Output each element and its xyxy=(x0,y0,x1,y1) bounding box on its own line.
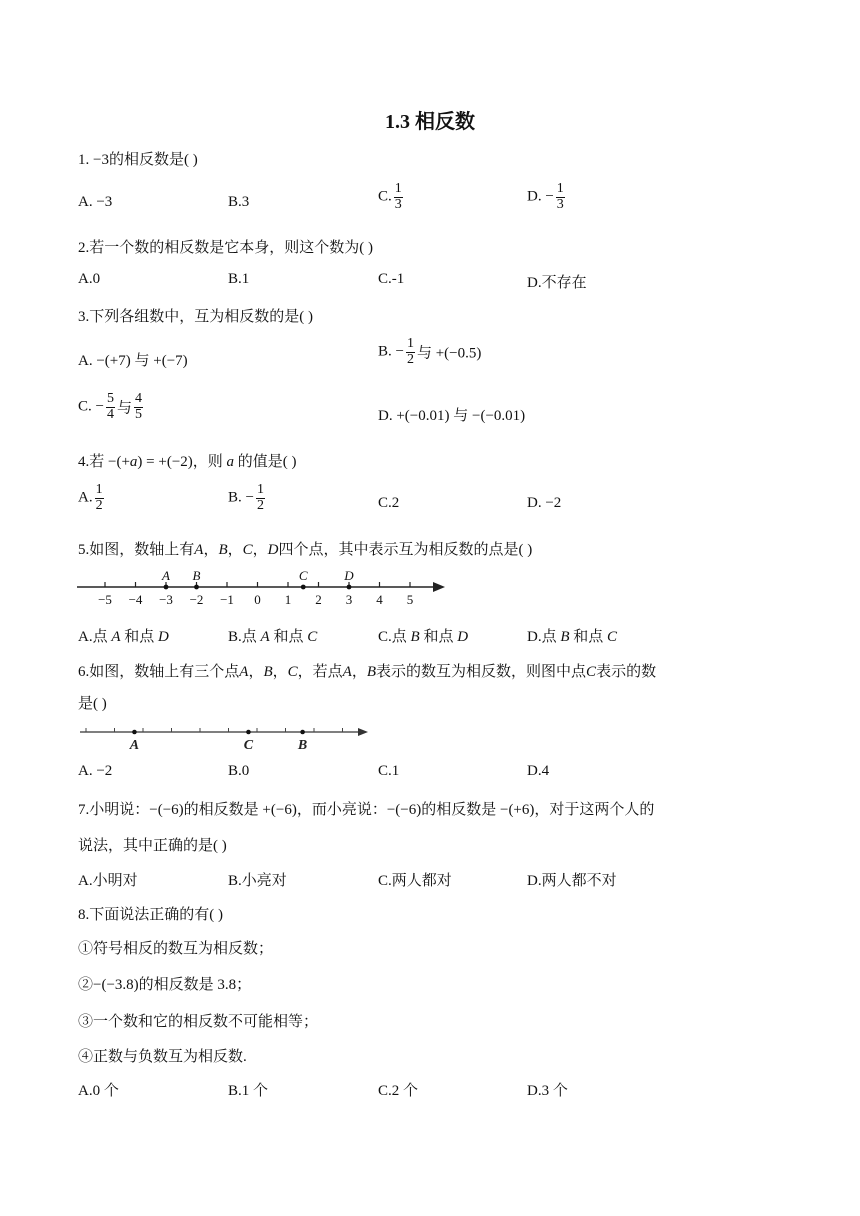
numerator: 4 xyxy=(134,391,142,406)
tick-label: −1 xyxy=(220,592,234,607)
point-marker xyxy=(164,585,169,590)
q5-option-d xyxy=(527,625,617,646)
point-label: B xyxy=(366,664,377,680)
opt-part: 和点 xyxy=(423,629,454,645)
q8-option-a: A.0 个 xyxy=(78,1083,119,1099)
q6-option-c: C.1 xyxy=(378,763,400,779)
variable-a: a xyxy=(129,454,138,470)
point-label: D xyxy=(457,629,469,645)
denominator: 3 xyxy=(556,196,564,212)
q1-option-c xyxy=(378,182,405,212)
q4-stem-part: ) = +(−2)，则 xyxy=(137,454,223,470)
point-label: B xyxy=(263,664,273,680)
q4-option-c: C.2 xyxy=(378,495,400,511)
denominator: 2 xyxy=(406,351,414,367)
separator: ， xyxy=(351,664,367,680)
q8-statement-4: ④正数与负数互为相反数. xyxy=(78,1049,247,1065)
q3-c-mid: 与 xyxy=(116,400,132,417)
point-label: C xyxy=(298,568,308,583)
fraction xyxy=(256,483,265,513)
q2-option-c: C.-1 xyxy=(378,271,405,287)
q4-b-prefix: B. − xyxy=(228,489,254,506)
tick-label: 3 xyxy=(345,592,353,607)
point-marker xyxy=(194,585,199,590)
q7-option-d: D.两人都不对 xyxy=(527,873,617,889)
q6-stem-part: ，若点 xyxy=(297,664,343,680)
tick-label: 2 xyxy=(315,592,322,607)
point-label: C xyxy=(287,664,298,680)
q4-option-a xyxy=(78,483,106,513)
q5-option-a xyxy=(78,625,169,646)
point-label: D xyxy=(158,629,169,645)
separator: ， xyxy=(203,542,219,558)
number-line-figure-q5 xyxy=(75,565,455,615)
q1-c-prefix: C. xyxy=(378,188,392,205)
q7-option-a: A.小明对 xyxy=(78,873,138,889)
q1-d-prefix: D. − xyxy=(527,188,554,205)
variable-a: a xyxy=(226,454,235,470)
q4-stem-part: 的值是( ) xyxy=(237,454,297,470)
point-label: C xyxy=(243,738,254,753)
q8-option-d: D.3 个 xyxy=(527,1083,568,1099)
question-8-stem: 8.下面说法正确的有( ) xyxy=(78,907,223,923)
q8-statement-3: ③一个数和它的相反数不可能相等； xyxy=(78,1014,319,1030)
tick-label: −4 xyxy=(128,592,143,607)
q7-option-c: C.两人都对 xyxy=(378,873,452,889)
q3-option-b xyxy=(378,337,481,367)
denominator: 4 xyxy=(106,406,114,422)
point-marker xyxy=(132,730,137,735)
separator: ， xyxy=(252,542,268,558)
question-6-stem-line2: 是( ) xyxy=(78,696,107,712)
q7-option-b: B.小亮对 xyxy=(228,873,287,889)
fraction xyxy=(556,182,565,212)
opt-part: A.点 xyxy=(78,629,108,645)
tick-label: 0 xyxy=(254,592,261,607)
q8-option-c: C.2 个 xyxy=(378,1083,419,1099)
q8-statement-1: ①符号相反的数互为相反数； xyxy=(78,941,274,957)
opt-part: 和点 xyxy=(573,629,604,645)
q5-option-b xyxy=(228,625,317,646)
q3-option-a: A. −(+7) 与 +(−7) xyxy=(78,353,188,369)
number-line-figure-q6 xyxy=(78,718,378,754)
fraction xyxy=(134,392,143,422)
q4-option-d: D. −2 xyxy=(527,495,562,511)
numerator: 1 xyxy=(406,336,414,351)
q4-option-b xyxy=(228,483,267,513)
q1-option-d xyxy=(527,182,567,212)
question-4-stem xyxy=(78,450,297,471)
q3-b-suffix: 与 +(−0.5) xyxy=(416,345,482,362)
point-label: C xyxy=(607,629,618,645)
opt-part: 和点 xyxy=(273,629,304,645)
q6-option-a: A. −2 xyxy=(78,763,113,779)
numerator: 5 xyxy=(106,391,114,406)
point-label: B xyxy=(297,738,308,753)
question-3-stem: 3.下列各组数中，互为相反数的是( ) xyxy=(78,309,313,325)
q4-stem-part: 4.若 −(+ xyxy=(78,454,130,470)
q5-stem-part: 四个点，其中表示互为相反数的点是( ) xyxy=(278,542,533,558)
point-label: B xyxy=(218,542,228,558)
q3-c-prefix: C. − xyxy=(78,398,104,415)
q8-statement-2: ②−(−3.8)的相反数是 3.8； xyxy=(78,977,252,993)
point-marker xyxy=(347,585,352,590)
point-label: B xyxy=(410,629,420,645)
q2-option-d: D.不存在 xyxy=(527,275,587,291)
question-6-stem-line1 xyxy=(78,660,656,681)
question-1-stem: 1. −3的相反数是( ) xyxy=(78,152,198,168)
separator: ， xyxy=(227,542,243,558)
numerator: 1 xyxy=(394,181,402,196)
point-label: C xyxy=(242,542,253,558)
q3-option-d: D. +(−0.01) 与 −(−0.01) xyxy=(378,408,526,424)
q3-option-c xyxy=(78,392,145,422)
tick-label: 4 xyxy=(376,592,383,607)
question-7-stem-line2: 说法，其中正确的是( ) xyxy=(78,838,227,854)
fraction xyxy=(106,392,115,422)
point-marker xyxy=(301,585,306,590)
point-label: A xyxy=(129,738,140,753)
tick-label: −5 xyxy=(98,592,112,607)
numerator: 1 xyxy=(556,181,564,196)
numerator: 1 xyxy=(256,482,264,497)
q4-a-prefix: A. xyxy=(78,489,93,506)
point-label: D xyxy=(267,542,279,558)
point-marker xyxy=(300,730,305,735)
point-label: B xyxy=(560,629,570,645)
question-5-stem xyxy=(78,538,532,559)
question-2-stem: 2.若一个数的相反数是它本身，则这个数为( ) xyxy=(78,240,373,256)
q6-stem-part: 6.如图，数轴上有三个点 xyxy=(78,664,240,680)
q6-option-d: D.4 xyxy=(527,763,550,779)
axis-arrow xyxy=(433,582,445,592)
point-marker xyxy=(246,730,251,735)
fraction xyxy=(406,337,415,367)
opt-part: D.点 xyxy=(527,629,557,645)
denominator: 2 xyxy=(256,497,264,513)
fraction xyxy=(95,483,104,513)
q6-stem-part: 表示的数互为相反数，则图中点 xyxy=(376,664,587,680)
point-label: A xyxy=(260,629,270,645)
q6-option-b: B.0 xyxy=(228,763,250,779)
point-label: A xyxy=(194,542,204,558)
denominator: 5 xyxy=(134,406,142,422)
separator: ， xyxy=(248,664,264,680)
point-label: A xyxy=(111,629,121,645)
tick-label: 5 xyxy=(406,592,414,607)
point-label: A xyxy=(239,664,249,680)
q8-option-b: B.1 个 xyxy=(228,1083,269,1099)
tick-label: −2 xyxy=(189,592,204,607)
question-7-stem-line1: 7.小明说：−(−6)的相反数是 +(−6)，而小亮说：−(−6)的相反数是 −(+6)，对于这两个人的 xyxy=(78,802,655,818)
tick-label: −3 xyxy=(159,592,173,607)
point-label: A xyxy=(162,568,170,583)
q1-option-b: B.3 xyxy=(228,194,250,210)
point-label: D xyxy=(344,568,354,583)
q5-stem-part: 5.如图，数轴上有 xyxy=(78,542,195,558)
q2-option-a: A.0 xyxy=(78,271,101,287)
axis-arrow xyxy=(358,728,368,736)
q1-option-a: A. −3 xyxy=(78,194,113,210)
opt-part: B.点 xyxy=(228,629,257,645)
point-label: C xyxy=(307,629,318,645)
opt-part: C.点 xyxy=(378,629,407,645)
opt-part: 和点 xyxy=(124,629,155,645)
q3-b-prefix: B. − xyxy=(378,343,404,360)
q5-option-c xyxy=(378,625,468,646)
q6-stem-part: 表示的数 xyxy=(596,664,657,680)
separator: ， xyxy=(272,664,288,680)
denominator: 2 xyxy=(95,497,103,513)
point-label: B xyxy=(192,568,201,583)
page-title: 1.3 相反数 xyxy=(385,111,475,133)
denominator: 3 xyxy=(394,196,402,212)
point-label: A xyxy=(342,664,352,680)
q2-option-b: B.1 xyxy=(228,271,250,287)
numerator: 1 xyxy=(95,482,103,497)
tick-label: 1 xyxy=(284,592,292,607)
point-label: C xyxy=(586,664,597,680)
fraction xyxy=(394,182,403,212)
